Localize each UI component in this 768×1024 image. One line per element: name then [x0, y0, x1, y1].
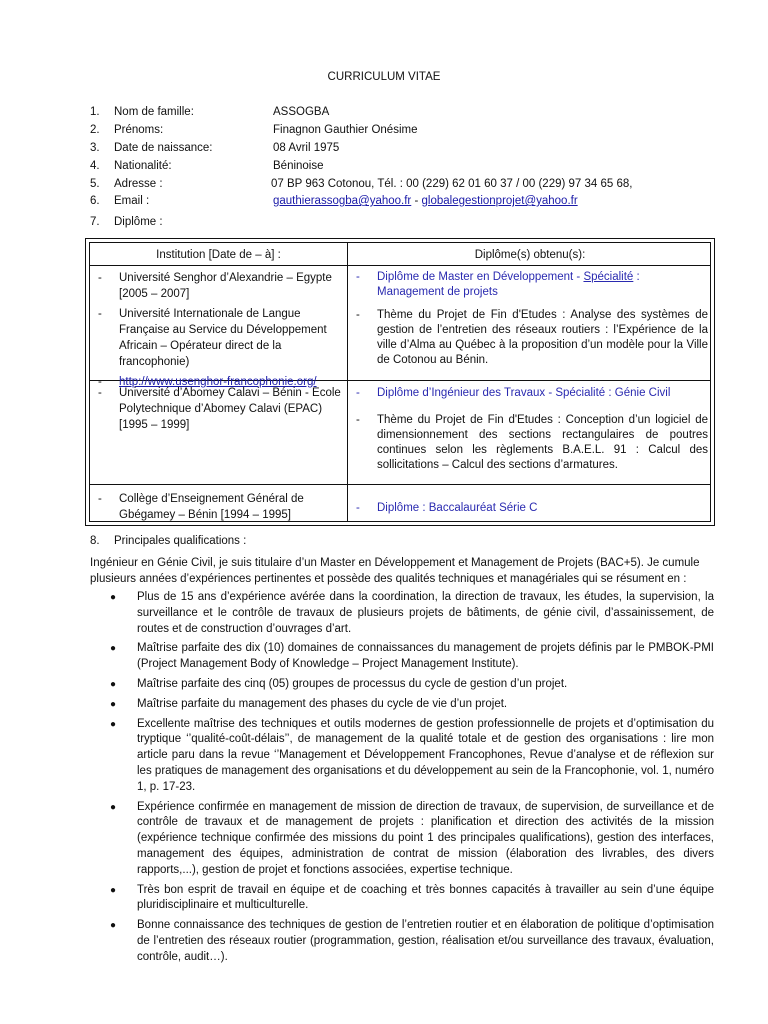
list-item: - Thème du Projet de Fin d'Etudes : Analyse des systèmes de gestion de l’entretien des réseaux routiers : l’Expérience de la ville d’Alma au Québec à la proposition d’un modèle pour la Ville de Cotonou au Bénin. [356, 309, 708, 366]
list-item: - Université Senghor d’Alexandrie – Egypte [2005 – 2007] [98, 272, 332, 300]
field-label: Email : [114, 195, 150, 207]
header-diplomes: Diplôme(s) obtenu(s): [474, 249, 586, 261]
info-row-prenoms [90, 124, 730, 140]
bullet-icon: ● [110, 801, 117, 813]
bullet-icon: ● [110, 698, 117, 710]
email-link-2[interactable]: globalegestionprojet@yahoo.fr [421, 195, 578, 207]
row2-diplomes [356, 386, 708, 477]
info-row-adresse [90, 178, 730, 194]
item-number: 7. [90, 216, 100, 228]
list-item: - Thème du Projet de Fin d'Etudes : Conception d’un logiciel de dimensionnement des sections rectangulaires de poutres continues selon les règlements B.A.E.L. 91 : Calcul des sollicitations – Calcul des sections d’armatures. [356, 414, 708, 471]
email-values [273, 195, 578, 207]
row1-diplomes [356, 270, 708, 372]
list-item: ● Plus de 15 ans d’expérience avérée dans la coordination, la direction de travaux, les études, la supervision, la surveillance et le contrôle de travaux de plusieurs projets de bâtiments, de génie civil, d’assainissement, de routes et de construction d’ouvrages d’art. [110, 591, 714, 635]
bullet-icon: ● [110, 920, 117, 932]
list-item: ● Maîtrise parfaite des cinq (05) groupes de processus du cycle de gestion d’un projet. [110, 677, 714, 693]
info-row-naissance [90, 142, 730, 158]
list-item: ● Expérience confirmée en management de mission de direction de travaux, de supervision, de surveillance et de contrôle de travaux et de management de projets : planification et direction des activités de la mission (expérience technique confirmée des missions du point 1 des principales qualifications), gestion des interfaces, management des équipes, administration de contrat de mission (élaboration des livrables, des divers rapports,...), gestion de projet et fonctions associées, expertise technique. [110, 800, 714, 876]
list-item: - Diplôme de Master en Développement - Spécialité : Management de projets [356, 271, 640, 298]
row3-institution [98, 491, 343, 527]
list-item: ● Bonne connaissance des techniques de gestion de l’entretien routier et en élaboration de politique d’optimisation de l’entretien des réseaux routier (programmation, gestion, réalisation et/ou surveillance des travaux, évaluation, contrôle, audit…). [110, 919, 714, 963]
item-number: 2. [90, 124, 100, 136]
item-number: 8. [90, 535, 100, 547]
list-item: ● Maîtrise parfaite du management des phases du cycle de vie d’un projet. [110, 697, 714, 713]
field-value: 07 BP 963 Cotonou, Tél. : 00 (229) 62 01 60 37 / 00 (229) 97 34 65 68, [271, 178, 633, 190]
list-item: - http://www.usenghor-francophonie.org/ [98, 376, 317, 388]
diploma-table-inner [89, 242, 711, 522]
column-divider [347, 243, 348, 521]
field-value: Béninoise [273, 160, 324, 172]
bullet-icon: ● [110, 592, 117, 603]
item-number: 5. [90, 178, 100, 190]
field-value: ASSOGBA [273, 106, 330, 118]
info-row-nationalite [90, 160, 730, 176]
bullet-icon: ● [110, 884, 117, 896]
qualifications-intro: Ingénieur en Génie Civil, je suis titulaire d’un Master en Développement et Management de Projets (BAC+5). Je cumule plusieurs années d’expériences pertinentes et possède des qualités techniques et managériales qui se résument en : [90, 557, 700, 585]
bullet-icon: ● [110, 718, 117, 730]
header-institution: Institution [Date de – à] : [156, 249, 281, 261]
item-number: 3. [90, 142, 100, 154]
list-item: ● Maîtrise parfaite des dix (10) domaines de connaissances du management de projets définis par le PMBOK-PMI (Project Management Body of Knowledge – Project Management Institute). [110, 642, 714, 671]
item-number: 1. [90, 106, 100, 118]
row-divider [90, 265, 710, 266]
list-item: ● Excellente maîtrise des techniques et outils modernes de gestion professionnelle de projets et d’optimisation du tryptique ‘’qualité-coût-délais’’, de management de la qualité totale et de gestion des organisations : lire mon article paru dans la revue ‘’Management et Développement Francophones, Revue d’analyse et de réflexion sur les pratiques de management des organisations et du développement au sein de la Francophonie, vol. 1, numéro 1, p. 17-23. [110, 717, 714, 793]
item-number: 4. [90, 160, 100, 172]
list-item: - Université Internationale de Langue Française au Service du Développement Africain – Opérateur direct de la francophonie) [98, 308, 327, 368]
row2-institution [98, 385, 343, 437]
field-label: Prénoms: [114, 124, 164, 136]
list-item: - Université d’Abomey Calavi – Bénin - Ecole Polytechnique d’Abomey Calavi (EPAC) [1995 – 1999] [98, 387, 341, 431]
row1-institution [98, 270, 343, 394]
field-label: Diplôme : [114, 216, 163, 228]
qualifications-list [110, 590, 714, 970]
item-number: 6. [90, 195, 100, 207]
page-title: CURRICULUM VITAE [327, 71, 441, 83]
field-label: Adresse : [114, 178, 163, 190]
list-item: - Diplôme d’Ingénieur des Travaux - Spécialité : Génie Civil [356, 387, 671, 399]
row3-diplomes [356, 501, 708, 520]
website-link[interactable]: http://www.usenghor-francophonie.org/ [119, 376, 317, 388]
field-value: Finagnon Gauthier Onésime [273, 124, 418, 136]
field-value: 08 Avril 1975 [273, 142, 340, 154]
info-row-diplome [90, 216, 730, 232]
list-item: ● Très bon esprit de travail en équipe et de coaching et très bonnes capacités à travailler au sein d’une équipe pluridisciplinaire et multiculturelle. [110, 883, 714, 912]
bullet-icon: ● [110, 643, 117, 655]
list-item: - Collège d’Enseignement Général de Gbégamey – Bénin [1994 – 1995] [98, 493, 304, 521]
info-row-nom [90, 106, 730, 122]
section-label: Principales qualifications : [114, 535, 247, 547]
email-link-1[interactable]: gauthierassogba@yahoo.fr [273, 195, 412, 207]
field-label: Nom de famille: [114, 106, 194, 118]
field-label: Nationalité: [114, 160, 172, 172]
info-row-email [90, 195, 730, 211]
field-label: Date de naissance: [114, 142, 213, 154]
row-divider [90, 484, 710, 485]
bullet-icon: ● [110, 678, 117, 690]
diploma-table [85, 238, 715, 526]
email-separator: - [411, 195, 422, 207]
list-item: - Diplôme : Baccalauréat Série C [356, 502, 538, 514]
